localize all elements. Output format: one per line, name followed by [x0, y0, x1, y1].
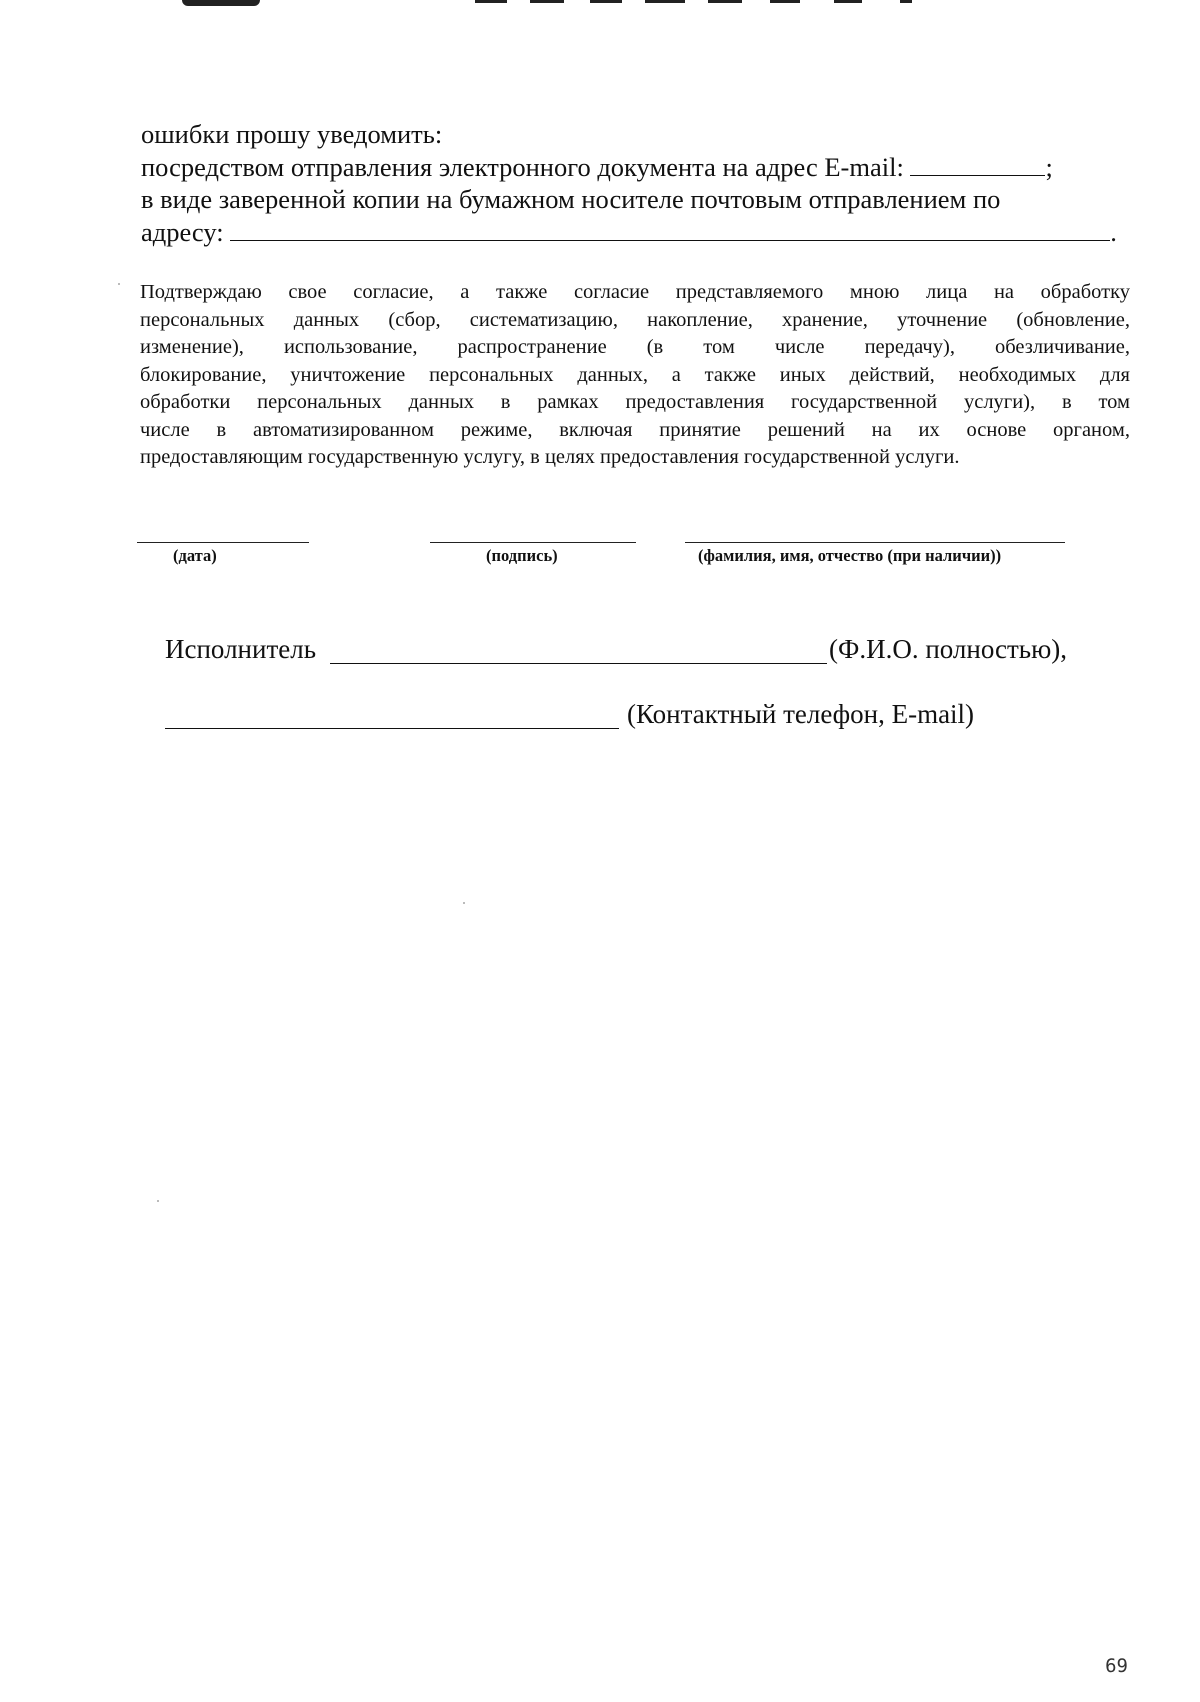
scan-speck: [157, 1200, 159, 1202]
consent-line: обработки персональных данных в рамках предоставления государственной услуги), в том: [140, 391, 1130, 413]
top-mark: [770, 0, 800, 3]
notify-email-end: ;: [1045, 151, 1053, 182]
notify-intro: ошибки прошу уведомить:: [141, 119, 443, 149]
notify-email-line: [141, 151, 1126, 184]
consent-line: изменение), использование, распространение (в том числе передачу), обезличивание,: [140, 336, 1130, 358]
executor-label: Исполнитель: [165, 634, 317, 664]
top-mark: [900, 0, 912, 3]
notify-address-text: адресу:: [141, 216, 224, 247]
top-mark: [475, 0, 507, 3]
notification-method-block: [141, 118, 1126, 248]
date-signature-line[interactable]: [137, 542, 309, 543]
page-number: 69: [1105, 1655, 1128, 1677]
consent-line: предоставляющим государственную услугу, в целях предоставления государственной услуги.: [140, 446, 960, 468]
top-mark: [834, 0, 862, 3]
address-blank-field[interactable]: [230, 218, 1110, 241]
notify-address-line: [141, 216, 1126, 249]
consent-line: Подтверждаю свое согласие, а также согласие представляемого мною лица на обработку: [140, 281, 1130, 303]
scan-speck: [463, 902, 465, 904]
consent-line: числе в автоматизированном режиме, включая принятие решений на их основе органом,: [140, 418, 1130, 441]
top-mark: [530, 0, 564, 3]
top-mark: [590, 0, 622, 3]
full-name-signature-line[interactable]: [685, 542, 1065, 543]
executor-contact-hint: (Контактный телефон, E-mail): [627, 699, 975, 729]
executor-name-line[interactable]: [330, 663, 827, 664]
date-label: (дата): [173, 546, 217, 565]
top-mark: [708, 0, 742, 3]
personal-data-consent: [140, 279, 1130, 472]
notify-email-text: посредством отправления электронного документа на адрес E-mail:: [141, 151, 904, 182]
consent-line: блокирование, уничтожение персональных данных, а также иных действий, необходимых для: [140, 363, 1130, 386]
signature-label: (подпись): [486, 546, 558, 565]
scan-speck: [118, 283, 120, 285]
executor-contact-line[interactable]: [165, 728, 619, 729]
full-name-label: (фамилия, имя, отчество (при наличии)): [698, 546, 1002, 565]
signature-line[interactable]: [430, 542, 636, 543]
top-mark: [182, 0, 260, 6]
consent-line: персональных данных (сбор, систематизацию, накопление, хранение, уточнение (обновление,: [140, 308, 1130, 331]
top-mark: [645, 0, 685, 3]
email-blank-field[interactable]: [910, 153, 1045, 176]
executor-name-hint: (Ф.И.О. полностью),: [829, 634, 1068, 664]
notify-address-end: .: [1110, 216, 1117, 247]
notify-paper-line: в виде заверенной копии на бумажном носителе почтовым отправлением по: [141, 184, 1001, 214]
